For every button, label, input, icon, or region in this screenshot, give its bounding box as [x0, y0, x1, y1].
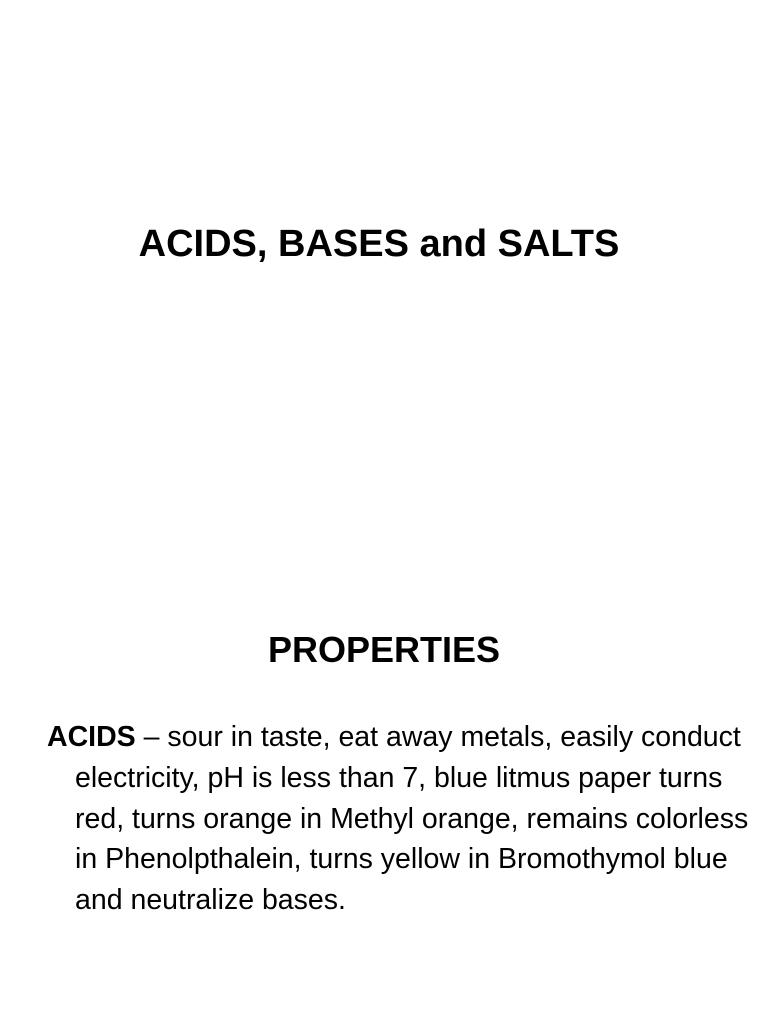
term-acids: ACIDS: [47, 721, 136, 753]
acids-description: – sour in taste, eat away metals, easily conduct electricity, pH is less than 7, blue litmus paper turns red, turns orange in Methyl orange, remains colorless in Phenolpthalein, turns yellow in Bromothymol blue and neutralize bases.: [75, 721, 749, 917]
acids-properties-paragraph: [47, 717, 757, 921]
page-title: ACIDS, BASES and SALTS: [138, 223, 620, 265]
section-heading-properties: PROPERTIES: [267, 629, 501, 670]
